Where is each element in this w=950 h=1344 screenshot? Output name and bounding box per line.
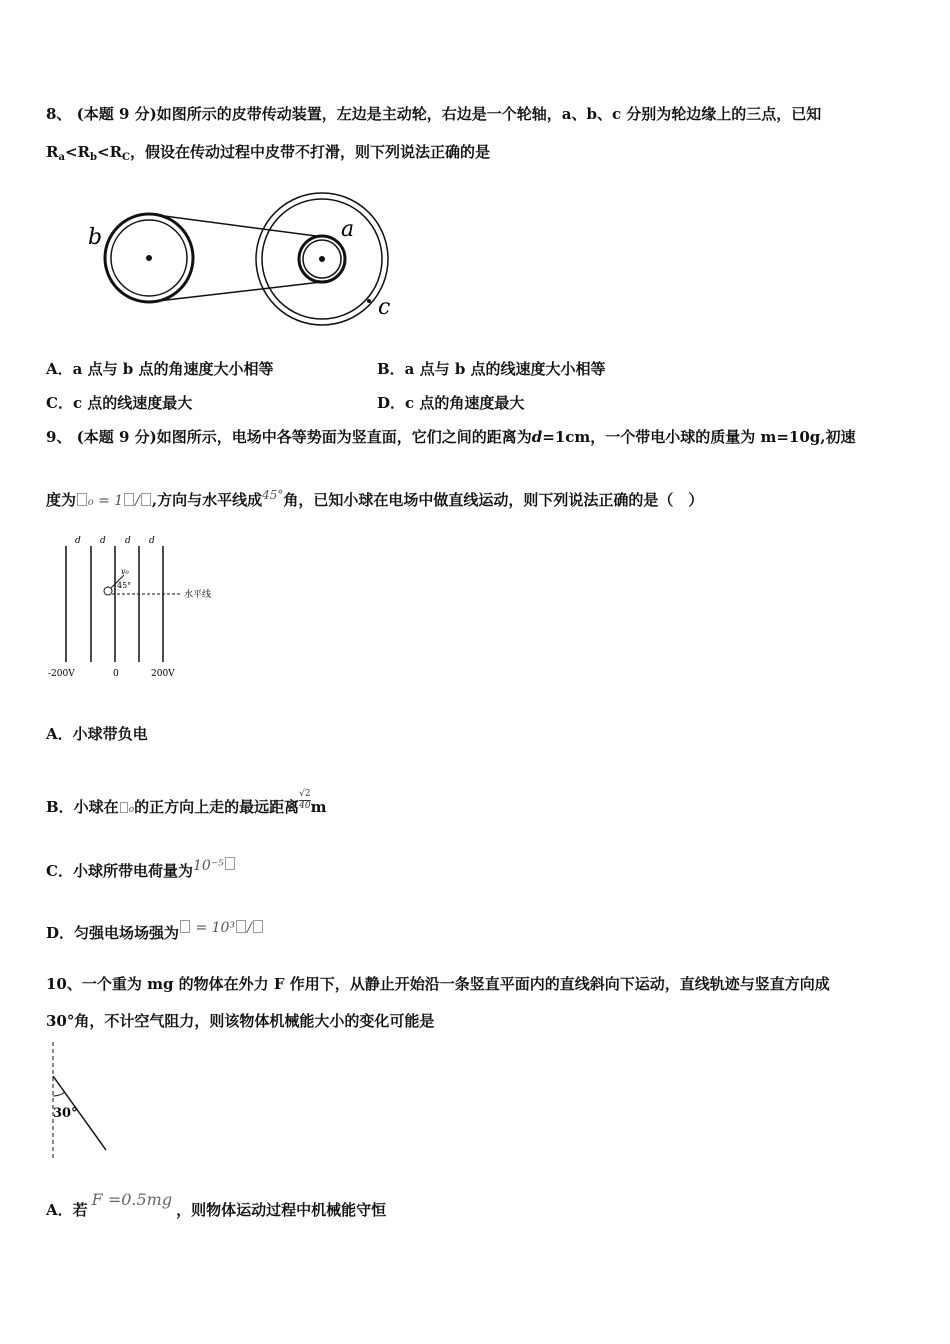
q10-option-a-pre: A．若 (46, 1201, 88, 1219)
label-b: b (88, 225, 103, 250)
missing-glyph-icon (77, 493, 87, 506)
q10-line2: 30°角，不计空气阻力，则该物体机械能大小的变化可能是 (46, 1012, 435, 1030)
missing-glyph-icon (180, 920, 190, 933)
axle-center (319, 256, 325, 262)
q9-line2-a: 度为 (46, 491, 77, 509)
q9-option-b[interactable]: B．小球在 o的正方向上走的最远距离 $\frac{√2}{40}$ m (46, 789, 327, 816)
r-a: R (46, 143, 59, 161)
missing-glyph-icon (124, 493, 134, 506)
missing-glyph-icon (253, 920, 263, 933)
q9-line2-b: ,方向与水平线成 (151, 491, 263, 509)
incline-trajectory-figure (44, 1040, 114, 1162)
q9-option-b-unit: m (310, 798, 327, 816)
label-c: c (378, 295, 391, 320)
q8-line2 (46, 141, 490, 163)
d-label-1: d (75, 536, 81, 546)
q9-option-c-pre: C．小球所带电荷量为 (46, 862, 193, 880)
charged-ball (104, 587, 112, 595)
d-label-3: d (125, 536, 131, 546)
q10-option-a-expr: F =0.5mg (91, 1190, 173, 1209)
q9-line2-c: 角，已知小球在电场中做直线运动，则下列说法正确的是（ ） (283, 491, 704, 509)
left-wheel-center (146, 255, 152, 261)
q8-option-c[interactable]: C．c 点的线速度最大 (46, 394, 193, 412)
electric-field-figure (44, 532, 234, 684)
q9-option-d-expr: = 10³ (191, 920, 236, 936)
q9-option-b-pre: B．小球在 (46, 798, 119, 816)
missing-glyph-icon (225, 857, 235, 870)
v0-label: v₀ (121, 567, 129, 576)
q8-option-a[interactable]: A．a 点与 b 点的角速度大小相等 (46, 360, 274, 378)
q9-option-c[interactable] (46, 857, 236, 881)
point-c (367, 299, 371, 303)
q10-option-a-post: ，则物体运动过程中机械能守恒 (176, 1201, 387, 1219)
r-c-sub: C (122, 152, 131, 163)
belt-pulley-figure (80, 192, 420, 342)
v0-expr: ₀ = 1 (88, 493, 124, 509)
q8-option-b[interactable]: B．a 点与 b 点的线速度大小相等 (377, 360, 606, 378)
q9-option-c-expr: 10⁻⁵ (192, 858, 224, 874)
lt-rb: <R (64, 143, 90, 161)
potential-left: -200V (48, 669, 75, 679)
q10-line1: 10、一个重为 mg 的物体在外力 F 作用下，从静止开始沿一条竖直平面内的直线斜向下运动，直线轨迹与竖直方向成 (46, 975, 830, 993)
angle-30-label: 30° (53, 1106, 78, 1121)
q9-line2: 度为 ₀ = 1 / ,方向与水平线成$^{45^\circ}$角，已知小球在电场中做直线运动，则下列说法正确的是（ ） (46, 488, 704, 509)
r-b-sub: b (90, 152, 97, 163)
angle-label: 45° (117, 581, 132, 590)
q10-option-a[interactable] (46, 1190, 386, 1220)
q9-d-var: d (531, 428, 543, 446)
angle-arc (53, 1092, 65, 1096)
missing-glyph-icon (120, 802, 128, 813)
potential-right: 200V (151, 669, 175, 679)
q8-line2-rest: ，假设在传动过程中皮带不打滑，则下列说法正确的是 (130, 143, 491, 161)
missing-glyph-icon (236, 920, 246, 933)
d-label-2: d (100, 536, 106, 546)
missing-glyph-icon (141, 493, 151, 506)
frac-denominator: 40 (299, 801, 311, 811)
horizontal-label: 水平线 (184, 590, 212, 600)
q9-line1-rest: =1cm，一个带电小球的质量为 m=10g,初速 (542, 428, 856, 446)
q9-line1-start: 9、 (本题 9 分)如图所示，电场中各等势面为竖直面，它们之间的距离为 (46, 428, 532, 446)
q8-line1: 8、 (本题 9 分)如图所示的皮带传动装置，左边是主动轮，右边是一个轮轴，a、b、c 分别为轮边缘上的三点，已知 (46, 105, 822, 123)
q9-line1 (46, 426, 856, 447)
r-a-sub: a (58, 152, 65, 163)
angle-expr: 45° (262, 488, 284, 502)
q9-option-a[interactable]: A．小球带负电 (46, 725, 148, 743)
frac-numerator: √2 (299, 789, 311, 799)
label-a: a (341, 217, 355, 242)
lt-rc: <R (97, 143, 123, 161)
potential-mid: 0 (113, 669, 119, 679)
q9-option-b-mid: 的正方向上走的最远距离 (134, 798, 300, 816)
q8-option-d[interactable]: D．c 点的角速度最大 (377, 394, 525, 412)
q9-option-d-pre: D．匀强电场场强为 (46, 924, 180, 942)
belt-top (149, 214, 316, 236)
d-label-4: d (149, 536, 155, 546)
q9-option-d[interactable]: D．匀强电场场强为 = 10³ / (46, 918, 264, 943)
